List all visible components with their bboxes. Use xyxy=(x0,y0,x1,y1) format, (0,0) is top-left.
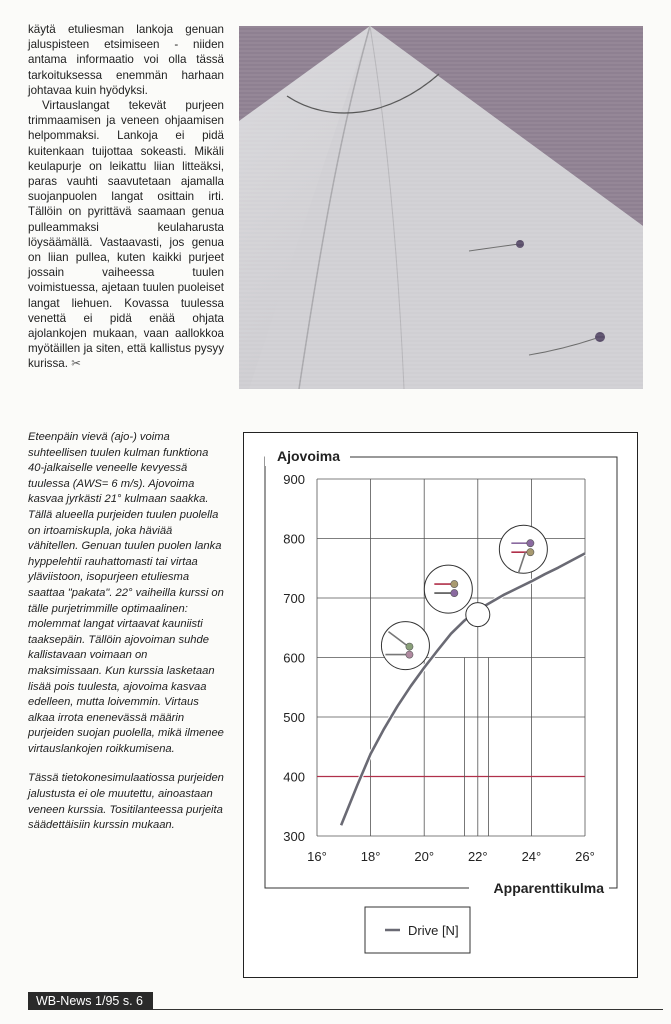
sail-telltale-photo xyxy=(239,26,643,389)
telltale-dot xyxy=(527,549,534,556)
chart-svg xyxy=(244,433,637,977)
caption-paragraph-2: Tässä tietokonesimulaatiossa purjeiden jalustusta ei ole muutettu, ainoastaan veneen kurssia. Tositilanteessa purjeita säädettäisiin kurssin mukaan. xyxy=(28,772,224,832)
y-tick-label: 800 xyxy=(283,531,305,547)
footer-publication-label: WB-News 1/95 s. 6 xyxy=(28,992,153,1010)
yarn-indicator-bubble xyxy=(499,525,547,573)
body-text-column xyxy=(28,22,224,372)
y-tick-label: 900 xyxy=(283,472,305,487)
yarn-indicator-bubble xyxy=(424,565,472,613)
y-tick-label: 700 xyxy=(283,591,305,606)
x-tick-label: 18° xyxy=(360,849,381,864)
x-tick-label: 24° xyxy=(521,849,542,864)
chart-legend xyxy=(365,907,470,953)
legend-label-drive: Drive [N] xyxy=(408,923,459,938)
yarn-indicators xyxy=(381,525,547,669)
y-tick-label: 600 xyxy=(283,650,305,666)
body-paragraph-1: käytä etuliesman lankoja genuan jaluspisteen etsimiseen - niiden antama informaatio voi olla tässä tarkoituksessa enemmän harhaan johtavaa kuin hyödyksi. xyxy=(28,23,224,97)
x-tick-label: 26° xyxy=(575,849,595,864)
telltale-dot xyxy=(451,580,458,587)
x-tick-label: 22° xyxy=(467,849,488,864)
caption-paragraph-1: Eteenpäin vievä (ajo-) voima suhteellisen tuulen kulman funktiona 40-jalkaiselle veneelle kevyessä tuulessa (AWS= 6 m/s). Ajovoima kasvaa jyrkästi 21° kulmaan saakka. Tällä alueella purjeiden tuulen puolella on irtoamiskupla, joka häviää vähitellen. Genuan tuulen puolen lanka hyppelehtii rauhattomasti tai virtaa yläviistoon, isopurjeen etuliesma saattaa "pakata". 22° vaiheilla kurssi on tälle purjetrimmille optimaalinen: molemmat langat virtaavat kauniisti taaksepäin. Tällöin ajovoiman suhde kallistavaan voimaan on maksimissaan. Kun kurssia lasketaan lisää pois tuulesta, ajovoima kasvaa edelleen, mutta loivemmin. Virtaus alkaa irrota enenevässä määrin purjeiden suojan puolella, mikä ilmenee virtauslankojen roikkumisena. xyxy=(28,431,224,755)
chart-inner-frame xyxy=(265,457,617,888)
x-axis-label: Apparenttikulma xyxy=(493,880,604,896)
y-tick-label: 400 xyxy=(283,769,305,785)
sail-photo-graphic xyxy=(239,26,643,389)
y-tick-labels xyxy=(283,472,305,844)
figure-caption xyxy=(28,430,224,848)
page-footer xyxy=(28,992,668,1010)
telltale-dot xyxy=(406,651,413,658)
body-paragraph-2-text: Virtauslangat tekevät purjeen trimmaamisen ja veneen ohjaamisen helpommaksi. Lankoja ei pidä kuitenkaan tuijottaa sokeasti. Mikäli keulapurje on leikattu liian litteäksi, paras vauhti saavutetaan ajamalla suojanpuolen langat osittain irti. Tällöin on pyrittävä saamaan genua pulleammaksi keulaharusta löysäämällä. Vastaavasti, jos genua on liian pullea, kuten kaikki purjeet jossain vaiheessa tuulen voimistuessa, ajetaan tuulen puoleiset langat liehuen. Kovassa tuulessa venettä ei pidä enää ohjata ajolankojen mukaan, vaan aallokkoa myötäillen ja siten, että kallistus pysyy kurissa. xyxy=(28,99,224,371)
y-tick-label: 300 xyxy=(283,829,305,844)
telltale-dot xyxy=(406,643,413,650)
yarn-indicator-bubble xyxy=(381,622,429,670)
yarn-indicator-bubble xyxy=(466,603,490,627)
telltale-dot xyxy=(527,540,534,547)
telltale-dot xyxy=(451,589,458,596)
y-tick-label: 500 xyxy=(283,710,305,725)
scissors-icon: ✂ xyxy=(71,357,81,371)
drive-force-chart xyxy=(243,432,638,978)
x-tick-label: 20° xyxy=(414,849,435,864)
y-axis-label: Ajovoima xyxy=(277,448,341,464)
x-tick-labels xyxy=(307,849,595,864)
x-tick-label: 16° xyxy=(307,849,327,864)
body-paragraph-2 xyxy=(28,98,224,372)
